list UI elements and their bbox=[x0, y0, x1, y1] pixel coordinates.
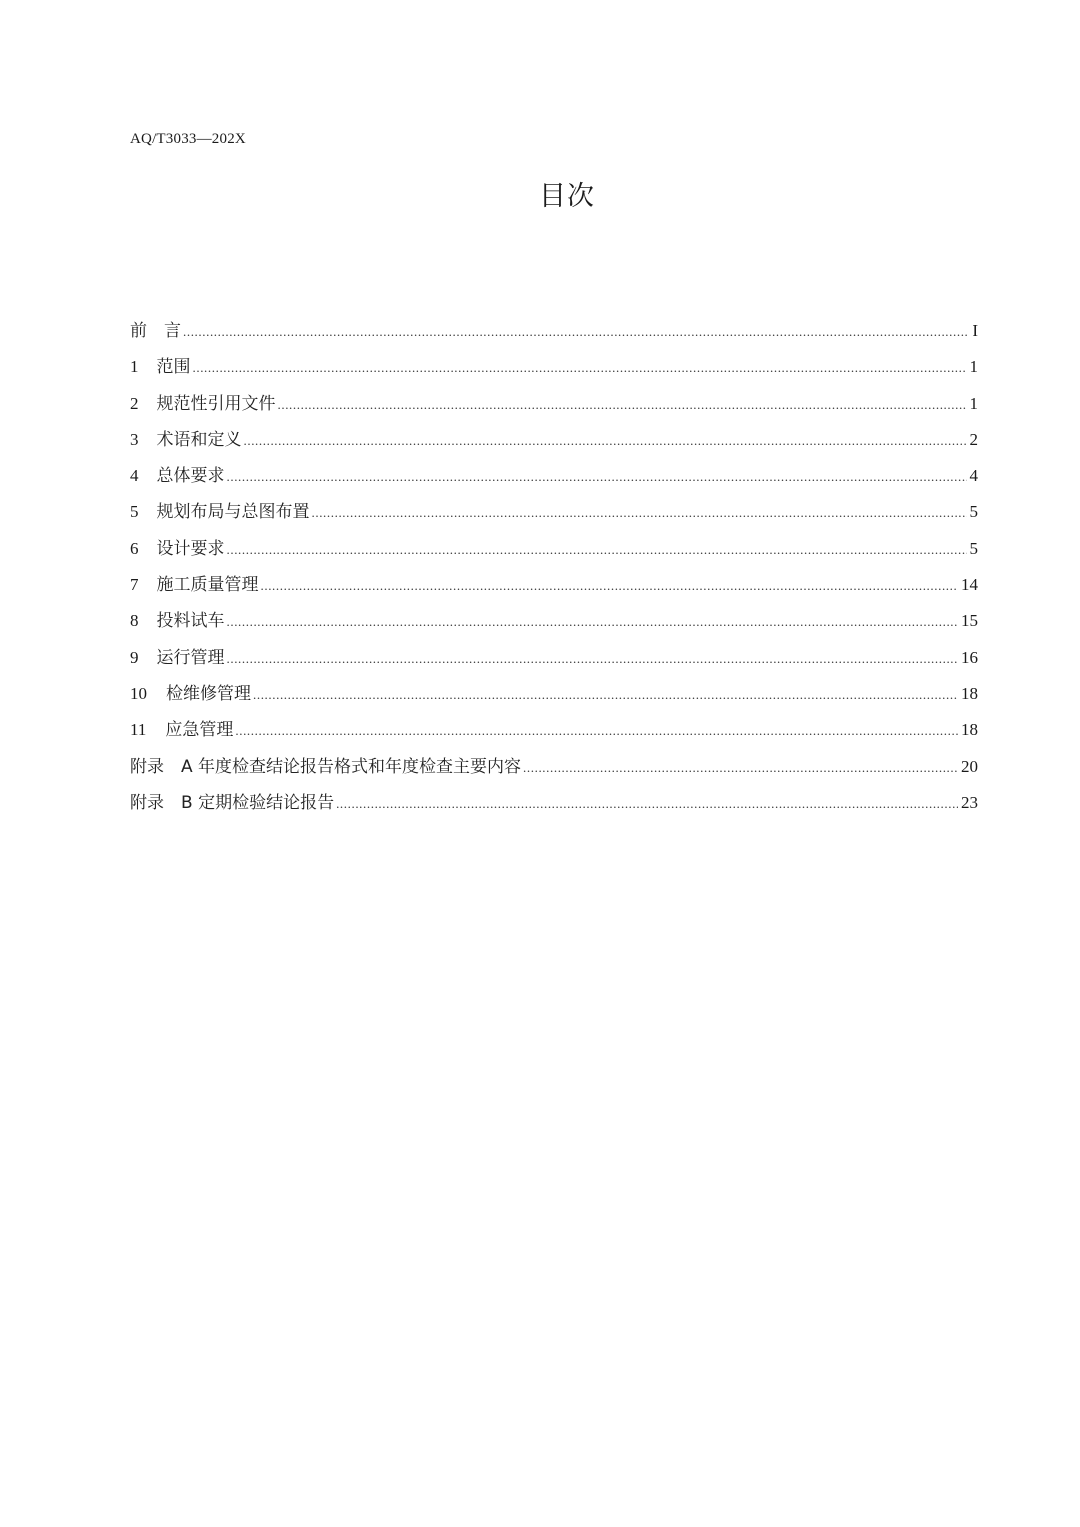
toc-entry-page: 18 bbox=[961, 683, 978, 703]
toc-entry-label: 规范性引用文件 bbox=[156, 393, 276, 414]
toc-leader-dots bbox=[523, 753, 958, 783]
toc-entry-number: 10 bbox=[130, 683, 147, 703]
toc-entry-page: 1 bbox=[969, 393, 978, 413]
toc-entry-number: 8 bbox=[130, 611, 139, 631]
toc-entry-page: 1 bbox=[969, 357, 978, 377]
toc-entry-10[interactable] bbox=[130, 679, 978, 715]
toc-leader-dots bbox=[235, 716, 958, 746]
toc-leader-dots bbox=[312, 498, 967, 528]
toc-entry-label: 投料试车 bbox=[156, 611, 225, 632]
toc-entry-appendix-a[interactable] bbox=[130, 752, 978, 788]
page-title: 目次 bbox=[539, 181, 595, 212]
toc-entry-1[interactable] bbox=[130, 352, 978, 388]
toc-entry-number: 6 bbox=[130, 538, 139, 558]
toc-leader-dots bbox=[227, 607, 959, 637]
toc-leader-dots bbox=[227, 644, 959, 674]
toc-entry-number: 3 bbox=[130, 429, 139, 449]
toc-entry-page: 5 bbox=[969, 538, 978, 558]
toc-entry-5[interactable] bbox=[130, 497, 978, 533]
toc-entry-label: 附录 A 年度检查结论报告格式和年度检查主要内容 bbox=[130, 756, 522, 777]
toc-entry-label: 设计要求 bbox=[156, 538, 225, 559]
toc-entry-page: 18 bbox=[961, 720, 978, 740]
toc-entry-number: 11 bbox=[130, 720, 147, 740]
toc-entry-3[interactable] bbox=[130, 425, 978, 461]
toc-entry-label: 运行管理 bbox=[156, 647, 225, 668]
toc-entry-9[interactable] bbox=[130, 643, 978, 679]
toc-entry-label: 范围 bbox=[156, 357, 191, 378]
toc-entry-page: 16 bbox=[961, 647, 978, 667]
toc-entry-page: 2 bbox=[969, 429, 978, 449]
toc-entry-page: 15 bbox=[961, 611, 978, 631]
toc-entry-11[interactable] bbox=[130, 715, 978, 751]
toc-entry-number: 1 bbox=[130, 357, 139, 377]
toc-entry-label: 规划布局与总图布置 bbox=[156, 502, 310, 523]
toc-entry-8[interactable] bbox=[130, 606, 978, 642]
toc-leader-dots bbox=[227, 462, 967, 492]
toc-entry-appendix-b[interactable] bbox=[130, 788, 978, 824]
toc-entry-label: 施工质量管理 bbox=[156, 575, 259, 596]
toc-leader-dots bbox=[253, 680, 958, 710]
toc-entry-label: 应急管理 bbox=[165, 720, 234, 741]
toc-entry-page: 23 bbox=[961, 792, 978, 812]
document-code: AQ/T3033—202X bbox=[130, 131, 246, 147]
toc-entry-label: 前 言 bbox=[130, 321, 181, 341]
toc-leader-dots bbox=[193, 353, 967, 383]
toc-entry-foreword[interactable] bbox=[130, 316, 978, 352]
toc-leader-dots bbox=[244, 426, 967, 456]
toc-entry-label: 附录 B 定期检验结论报告 bbox=[130, 792, 335, 813]
toc-leader-dots bbox=[336, 789, 958, 819]
toc-entry-number: 5 bbox=[130, 502, 139, 522]
toc-entry-page: I bbox=[972, 321, 978, 340]
toc-entry-number: 9 bbox=[130, 647, 139, 667]
toc-entry-7[interactable] bbox=[130, 570, 978, 606]
toc-leader-dots bbox=[183, 317, 969, 347]
toc-leader-dots bbox=[261, 571, 959, 601]
toc-entry-number: 7 bbox=[130, 575, 139, 595]
toc-entry-4[interactable] bbox=[130, 461, 978, 497]
toc-entry-page: 20 bbox=[961, 756, 978, 776]
toc-entry-number: 2 bbox=[130, 393, 139, 413]
table-of-contents bbox=[130, 316, 978, 824]
toc-entry-2[interactable] bbox=[130, 389, 978, 425]
toc-entry-page: 4 bbox=[969, 466, 978, 486]
toc-entry-number: 4 bbox=[130, 466, 139, 486]
toc-entry-page: 5 bbox=[969, 502, 978, 522]
toc-entry-6[interactable] bbox=[130, 534, 978, 570]
toc-entry-label: 术语和定义 bbox=[156, 429, 242, 450]
toc-entry-label: 检维修管理 bbox=[166, 683, 251, 704]
toc-entry-page: 14 bbox=[961, 575, 978, 595]
toc-leader-dots bbox=[278, 390, 967, 420]
toc-leader-dots bbox=[227, 535, 967, 565]
toc-entry-label: 总体要求 bbox=[156, 466, 225, 487]
